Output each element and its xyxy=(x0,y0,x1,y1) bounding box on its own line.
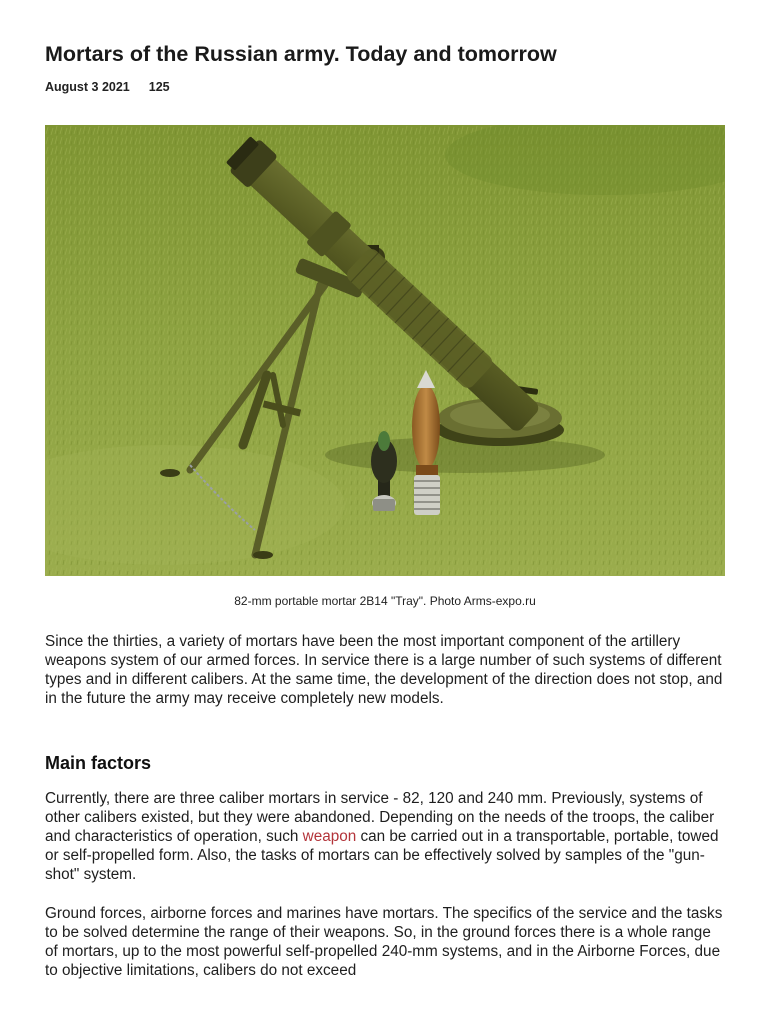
paragraph-text: can be carried out in a transportable, portable, towed or self-propelled form. Also, the tasks of mortars can be effectively solved by samples of the "gun-shot" system. xyxy=(45,828,719,883)
article-title: Mortars of the Russian army. Today and tomorrow xyxy=(45,42,557,66)
paragraph-calibers xyxy=(45,789,725,884)
paragraph-text: Currently, there are three caliber mortars in service - 82, 120 and 240 mm. Previously, systems of other calibers existed, but they were abandoned. Depending on the needs of the troops, the caliber and characteristics of operation, such xyxy=(45,790,715,845)
section-heading: Main factors xyxy=(45,753,152,773)
mortar-photo-illustration xyxy=(45,125,725,576)
intro-paragraph: Since the thirties, a variety of mortars have been the most important component of the artillery weapons system of our armed forces. In service there is a large number of such systems of different types and in different calibers. At the same time, the development of the direction does not stop, and in the future the army may receive completely new models. xyxy=(45,633,723,707)
article-photo-mortar[interactable] xyxy=(45,125,725,576)
article-meta xyxy=(45,80,170,94)
publish-date: August 3 2021 xyxy=(45,80,130,94)
weapon-link[interactable]: weapon xyxy=(302,828,357,845)
view-count: 125 xyxy=(148,80,170,94)
image-caption: 82-mm portable mortar 2B14 "Tray". Photo Arms-expo.ru xyxy=(234,594,536,608)
paragraph-forces: Ground forces, airborne forces and marines have mortars. The specifics of the service and the tasks to be solved determine the range of their weapons. So, in the ground forces there is a whole range of mortars, up to the most powerful self-propelled 240-mm systems, and in the Airborne Forces, due to objective limitations, calibers do not exceed xyxy=(45,905,723,979)
